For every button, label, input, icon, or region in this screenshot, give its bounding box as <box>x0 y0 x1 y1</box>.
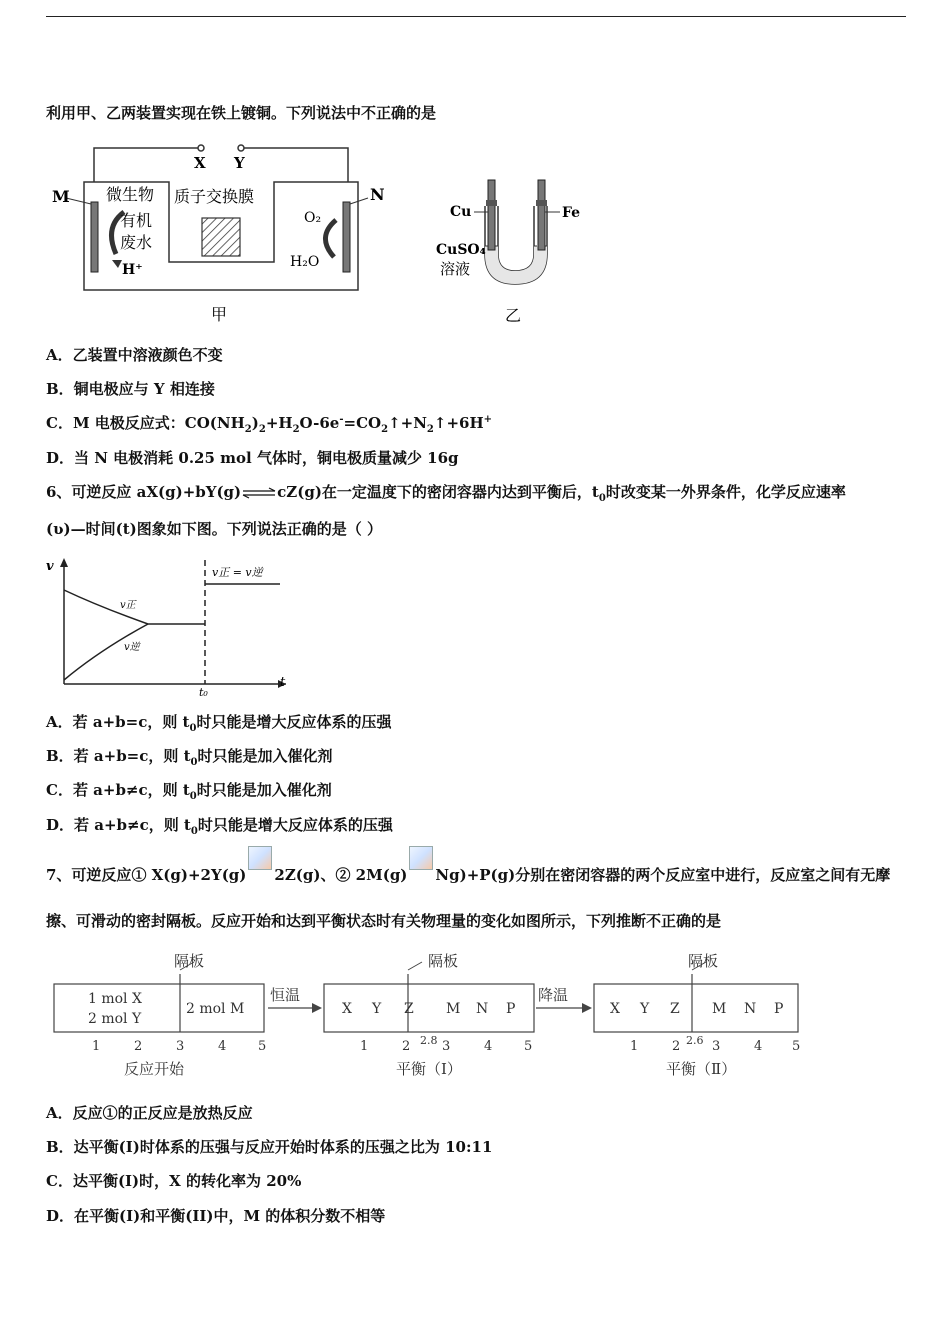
electrode-fe <box>538 180 545 250</box>
caption-start: 反应开始 <box>124 1060 185 1078</box>
axis-t: t <box>280 675 286 690</box>
eq1-z: Z <box>404 1001 414 1017</box>
eq2-x: X <box>610 1001 620 1017</box>
electrode-m <box>91 202 98 272</box>
q6-option-c: C．若 a+b≠c，则 $t_0$时只能是加入催化剂 <box>46 781 332 802</box>
axis-v: v <box>46 559 54 574</box>
q6-stem: 6、可逆反应 aX(g)+bY(g) cZ(g)在一定温度下的密闭容器内达到平衡后，$t_0$时改变某一外界条件，化学反应速率 <box>46 483 846 504</box>
eq1-p: P <box>506 1001 516 1017</box>
box-eq2 <box>594 984 798 1032</box>
label-v-reverse: v逆 <box>124 642 140 653</box>
q6-option-b: B．若 a+b=c，则 $t_0$时只能是加入催化剂 <box>46 747 333 768</box>
eq1-n: N <box>476 1001 489 1017</box>
eq2-y: Y <box>640 1001 650 1017</box>
equilibrium-arrow-icon <box>241 487 277 499</box>
tick-5: 5 <box>258 1039 267 1054</box>
caption-jia: 甲 <box>211 305 228 324</box>
tick-2: 2 <box>402 1039 411 1054</box>
label-o2: O₂ <box>304 210 322 226</box>
label-wastewater: 废水 <box>120 233 153 252</box>
box1-y: 2 mol Y <box>88 1011 142 1027</box>
label-h2o: H₂O <box>290 254 320 270</box>
label-x: X <box>194 154 206 172</box>
label-v-forward: v正 <box>120 600 136 611</box>
tick-4: 4 <box>754 1039 763 1054</box>
q6-option-a: A．若 a+b=c，则 $t_0$时只能是增大反应体系的压强 <box>46 713 392 734</box>
q6-rate-chart <box>40 552 300 697</box>
header-rule <box>46 16 906 17</box>
electrode-n <box>343 202 350 272</box>
q5-option-d: D．当 N 电极消耗 0.25 mol 气体时，铜电极质量减少 16g <box>46 449 459 467</box>
box-eq1 <box>324 984 534 1032</box>
q7-option-c: C．达平衡(I)时，X 的转化率为 20% <box>46 1172 302 1190</box>
tick-t0: t₀ <box>199 686 208 697</box>
eq1-y: Y <box>372 1001 382 1017</box>
eq1-x: X <box>342 1001 352 1017</box>
caption-eq2: 平衡（Ⅱ） <box>666 1060 737 1078</box>
broken-image-icon <box>409 846 433 870</box>
q5-option-a: A．乙装置中溶液颜色不变 <box>46 346 223 364</box>
q7-option-a: A．反应①的正反应是放热反应 <box>46 1104 253 1122</box>
tick-5: 5 <box>524 1039 533 1054</box>
q7-stem: 7、可逆反应① X(g)+2Y(g) 2Z(g)、② 2M(g) Ng)+P(g)分别在密闭容器的两个反应室中进行，反应室之间有无摩 <box>46 860 890 885</box>
proton-membrane <box>202 218 240 256</box>
label-organic: 有机 <box>120 211 153 230</box>
eq2-z: Z <box>670 1001 680 1017</box>
eq2-m: M <box>712 1001 727 1017</box>
arrow1-label: 恒温 <box>270 986 301 1004</box>
q7-stem-line2: 擦、可滑动的密封隔板。反应开始和达到平衡状态时有关物理量的变化如图所示，下列推断不正确的是 <box>46 912 722 930</box>
eq1-m: M <box>446 1001 461 1017</box>
tick-4: 4 <box>484 1039 493 1054</box>
label-m: M <box>52 187 70 206</box>
electrode-cu <box>488 180 495 250</box>
mark-2-6: 2.6 <box>686 1034 704 1047</box>
label-n: N <box>370 185 385 204</box>
label-y: Y <box>234 154 245 172</box>
box1-m: 2 mol M <box>186 1001 245 1017</box>
q7-diagram <box>46 946 816 1081</box>
tick-2: 2 <box>134 1039 143 1054</box>
q5-option-c: C．M 电极反应式：$CO(NH_2)_2+H_2O-6e^-=CO_2↑+N_2↑+6H^+$ <box>46 414 493 435</box>
arrow2-label: 降温 <box>538 986 569 1004</box>
label-solution: 溶液 <box>440 260 471 278</box>
tick-2: 2 <box>672 1039 681 1054</box>
box1-x: 1 mol X <box>88 991 142 1007</box>
label-partition-3: 隔板 <box>688 952 719 970</box>
eq2-n: N <box>744 1001 757 1017</box>
q7-option-b: B．达平衡(I)时体系的压强与反应开始时体系的压强之比为 10:11 <box>46 1138 493 1156</box>
tick-5: 5 <box>792 1039 801 1054</box>
broken-image-icon <box>248 846 272 870</box>
eq2-p: P <box>774 1001 784 1017</box>
label-membrane: 质子交换膜 <box>174 187 255 206</box>
figure-yi <box>430 176 600 326</box>
label-partition-2: 隔板 <box>428 952 459 970</box>
caption-eq1: 平衡（Ⅰ） <box>396 1060 462 1078</box>
q6-option-d: D．若 a+b≠c，则 $t_0$时只能是增大反应体系的压强 <box>46 816 393 837</box>
q5-stem: 利用甲、乙两装置实现在铁上镀铜。下列说法中不正确的是 <box>46 104 437 122</box>
tick-3: 3 <box>442 1039 451 1054</box>
mark-2-8: 2.8 <box>420 1034 438 1047</box>
label-cu: Cu <box>450 204 472 220</box>
label-fe: Fe <box>562 205 581 221</box>
label-equal: v正 = v逆 <box>212 566 263 579</box>
label-hplus: H⁺ <box>122 262 143 278</box>
q6-stem-line2: (ʋ)—时间(t)图象如下图。下列说法正确的是（ ） <box>46 520 382 538</box>
tick-3: 3 <box>176 1039 185 1054</box>
q7-option-d: D．在平衡(I)和平衡(II)中，M 的体积分数不相等 <box>46 1207 386 1225</box>
label-cuso4: CuSO₄ <box>436 242 486 258</box>
label-microbe: 微生物 <box>106 185 155 204</box>
tick-1: 1 <box>360 1039 369 1054</box>
tick-1: 1 <box>92 1039 101 1054</box>
tick-3: 3 <box>712 1039 721 1054</box>
label-partition-1: 隔板 <box>174 952 205 970</box>
tick-4: 4 <box>218 1039 227 1054</box>
q5-option-b: B．铜电极应与 Y 相连接 <box>46 380 215 398</box>
figure-jia <box>46 142 406 327</box>
tick-1: 1 <box>630 1039 639 1054</box>
caption-yi: 乙 <box>505 306 522 325</box>
